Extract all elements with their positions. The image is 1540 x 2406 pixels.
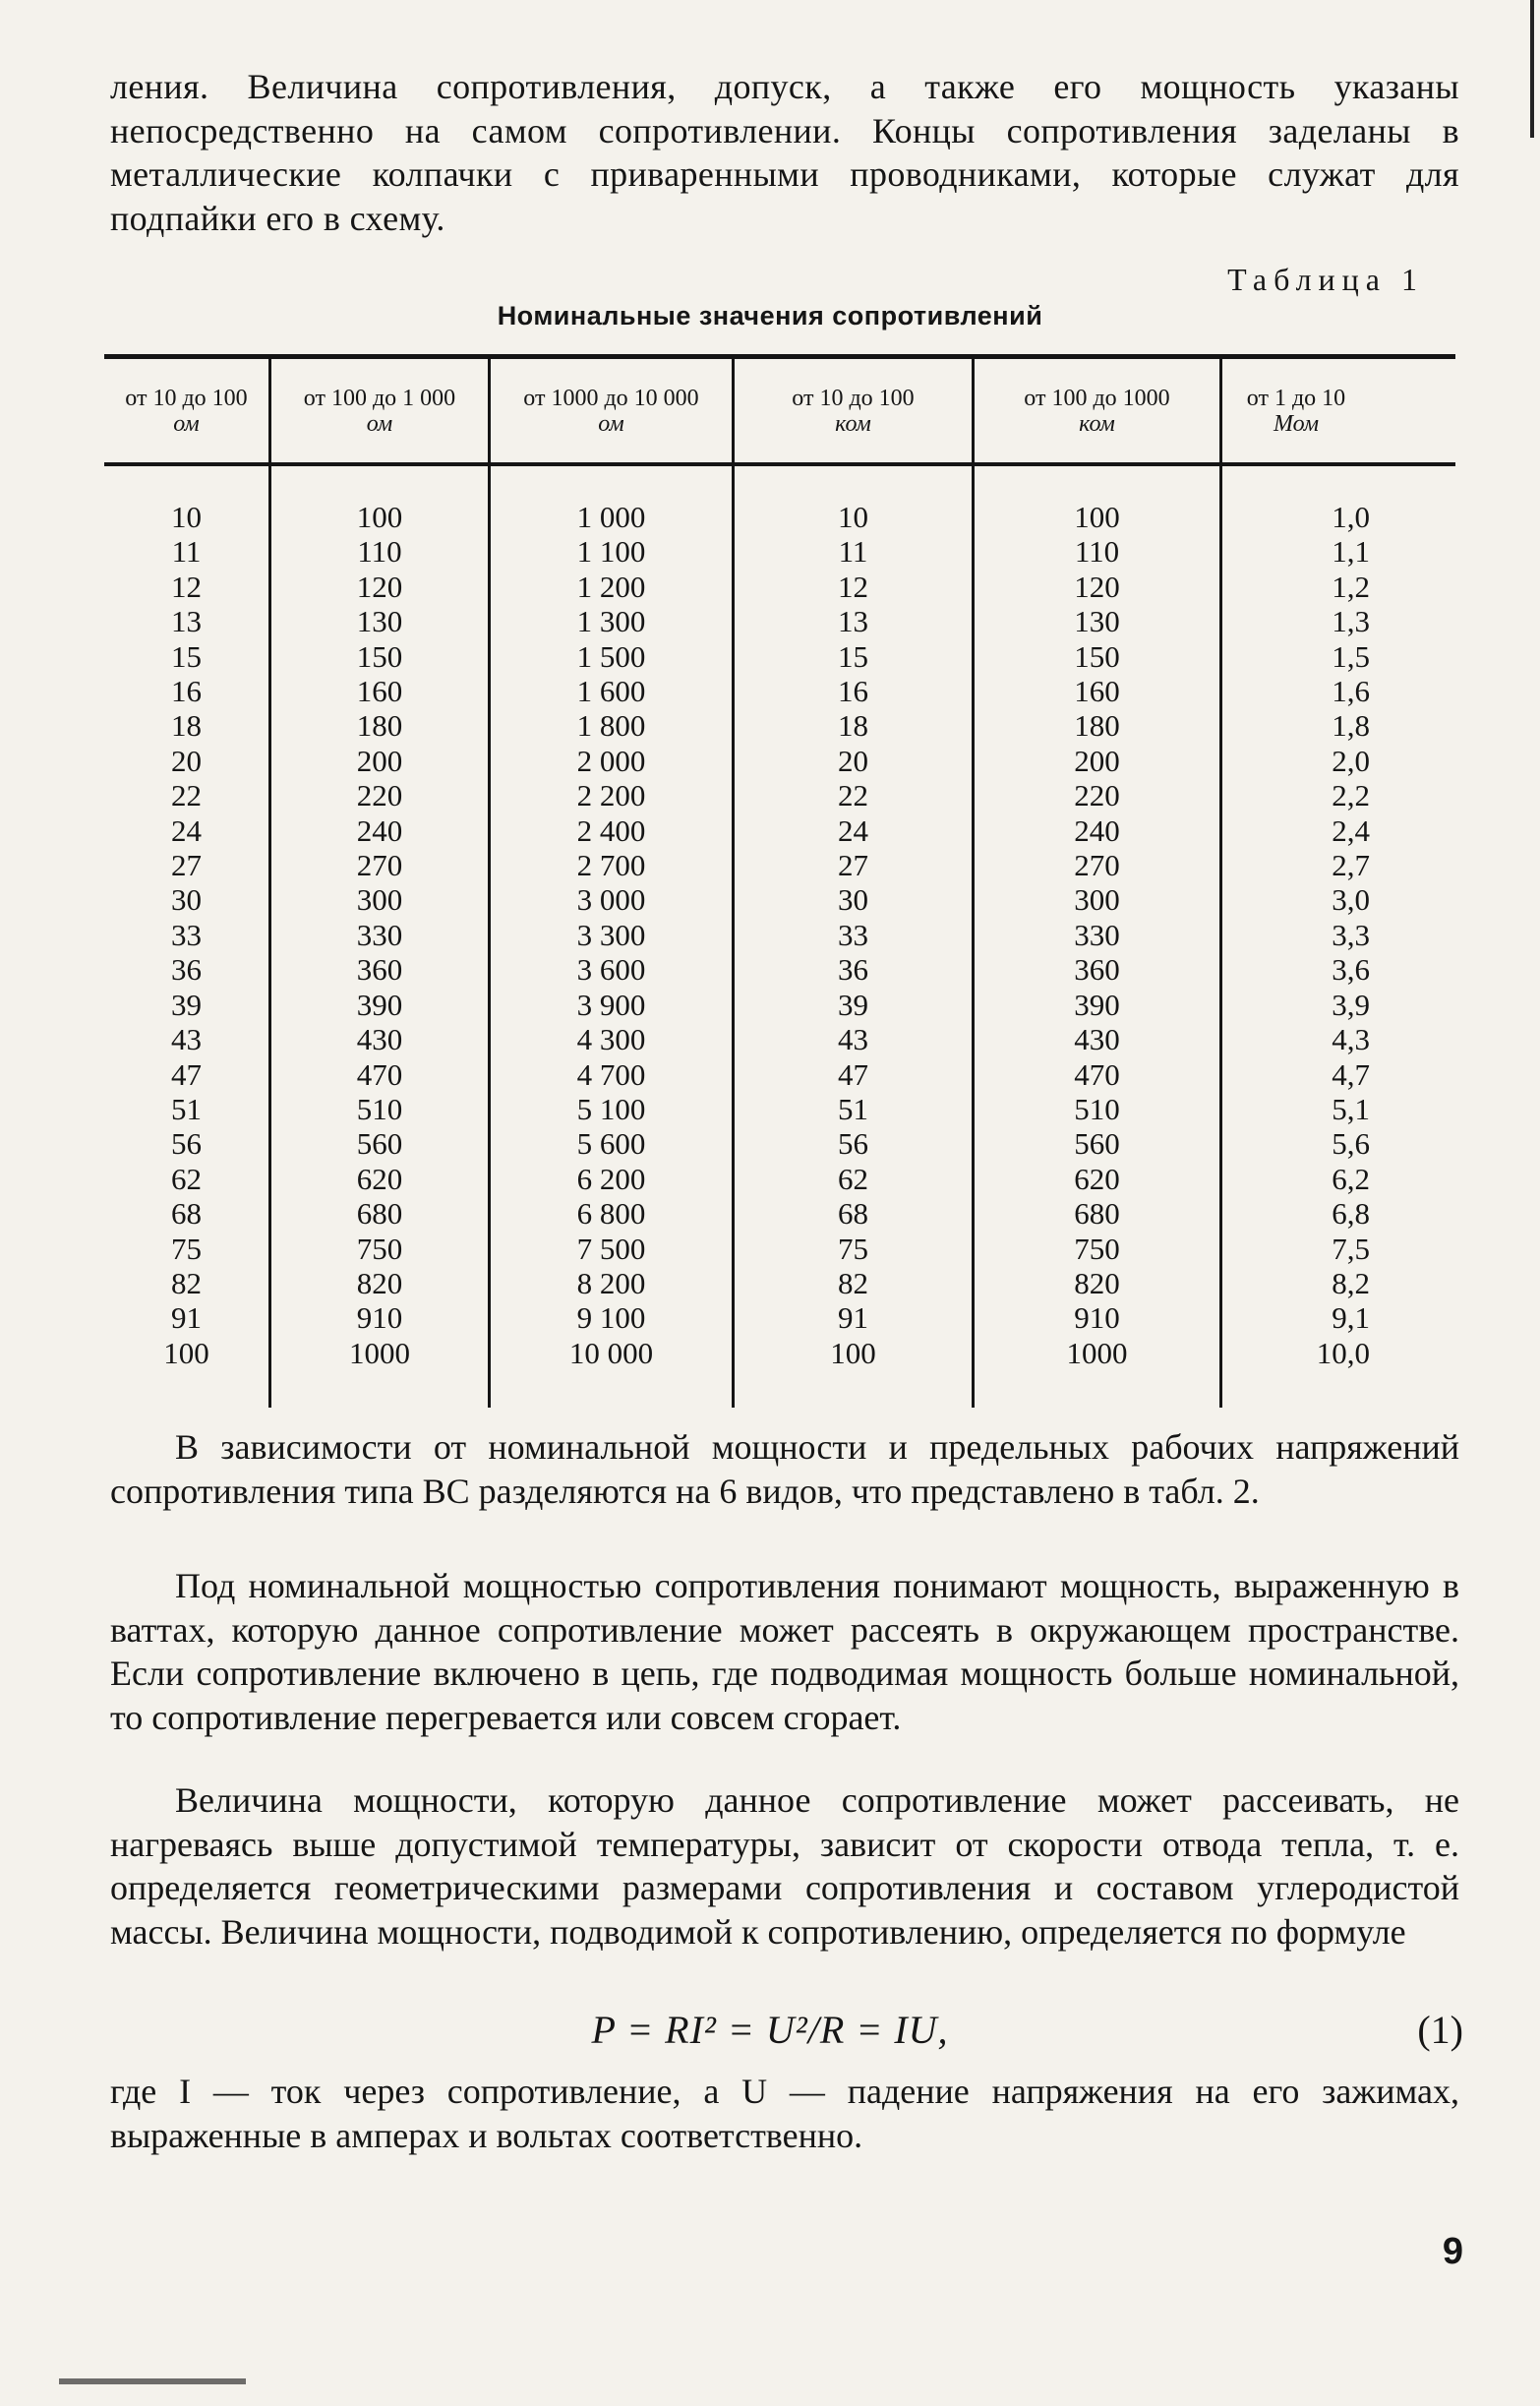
table-cell: 30 (171, 882, 202, 918)
table-cell: 8,2 (1332, 1265, 1370, 1300)
table-cell: 82 (171, 1265, 202, 1300)
table-cell: 6,2 (1332, 1161, 1370, 1196)
table-cell: 10 000 (568, 1335, 654, 1370)
table-cell: 330 (356, 917, 403, 952)
table-cell: 27 (838, 848, 868, 883)
table-cell: 220 (1074, 778, 1120, 813)
table-cell: 270 (1074, 848, 1120, 883)
table-cell: 5 600 (576, 1126, 646, 1162)
table-cell: 2 200 (576, 778, 646, 813)
column-header (491, 359, 732, 462)
table-label: Таблица 1 (1227, 262, 1424, 297)
table-cell: 18 (171, 708, 202, 744)
table-cell: 5,6 (1332, 1126, 1370, 1162)
table-cell: 910 (1074, 1300, 1120, 1336)
table-cell: 22 (171, 778, 202, 813)
table-cell: 750 (356, 1231, 403, 1266)
column-values (271, 500, 488, 1370)
table-cell: 7,5 (1332, 1231, 1370, 1266)
table-cell: 39 (838, 987, 868, 1022)
table-cell: 2 700 (576, 848, 646, 883)
table-cell: 1,5 (1332, 638, 1370, 674)
column-header-range: от 10 до 100 (125, 385, 248, 411)
column-header (1222, 359, 1370, 462)
column-header-range: от 1 до 10 (1246, 385, 1346, 411)
table-cell: 56 (171, 1126, 202, 1162)
table-cell: 1000 (349, 1335, 410, 1370)
table-cell: 1 600 (576, 674, 646, 709)
table-cell: 5 100 (576, 1091, 646, 1126)
table-cell: 150 (1074, 638, 1120, 674)
column-values (491, 500, 732, 1370)
column-header (735, 359, 972, 462)
table-cell: 160 (356, 674, 403, 709)
table-cell: 1,8 (1332, 708, 1370, 744)
scan-edge-mark (1530, 0, 1534, 138)
table-cell: 3 900 (576, 987, 646, 1022)
table-cell: 1 200 (576, 569, 646, 604)
table-cell: 4 700 (576, 1056, 646, 1092)
column-header-unit: ком (1079, 410, 1115, 437)
table-cell: 1 500 (576, 638, 646, 674)
table-cell: 39 (171, 987, 202, 1022)
table-cell: 470 (356, 1056, 403, 1092)
column-values (735, 500, 972, 1370)
table-column (271, 359, 488, 1408)
table-cell: 4 300 (576, 1022, 646, 1057)
table-cell: 15 (171, 638, 202, 674)
column-header-unit: Мом (1273, 410, 1320, 437)
table-cell: 620 (1074, 1161, 1120, 1196)
table-cell: 820 (1074, 1265, 1120, 1300)
table-cell: 3,6 (1332, 952, 1370, 988)
table-cell: 68 (171, 1196, 202, 1232)
table-cell: 100 (1074, 500, 1120, 534)
table-cell: 390 (356, 987, 403, 1022)
table-cell: 160 (1074, 674, 1120, 709)
table-cell: 3,3 (1332, 917, 1370, 952)
table-cell: 120 (356, 569, 403, 604)
column-header (104, 359, 268, 462)
table-cell: 91 (171, 1300, 202, 1336)
body-paragraph: Под номинальной мощностью сопротивления понимают мощность, выраженную в ваттах, которую данное сопротивление может рассеять в окружающем пространстве. Если сопротивление включено в цепь, где подводимая мощность больше номинальной, то сопротивление перегревается или совсем сгорает. (110, 1566, 1459, 1737)
table-cell: 11 (838, 534, 868, 570)
column-header-range: от 10 до 100 (792, 385, 915, 411)
table-cell: 62 (171, 1161, 202, 1196)
table-cell: 10,0 (1316, 1335, 1370, 1370)
table-cell: 9 100 (576, 1300, 646, 1336)
table-cell: 1 800 (576, 708, 646, 744)
table-cell: 30 (838, 882, 868, 918)
table-cell: 24 (838, 812, 868, 848)
table-cell: 4,3 (1332, 1022, 1370, 1057)
table-cell: 15 (838, 638, 868, 674)
table-cell: 12 (171, 569, 202, 604)
table-cell: 120 (1074, 569, 1120, 604)
table-cell: 130 (356, 604, 403, 639)
table-cell: 11 (171, 534, 202, 570)
table-cell: 10 (171, 500, 202, 534)
scan-edge-mark (59, 2378, 246, 2384)
table-cell: 270 (356, 848, 403, 883)
table-cell: 430 (1074, 1022, 1120, 1057)
column-header-unit: ом (173, 410, 200, 437)
table-cell: 51 (171, 1091, 202, 1126)
column-header-unit: ком (835, 410, 871, 437)
table-cell: 560 (1074, 1126, 1120, 1162)
table-cell: 51 (838, 1091, 868, 1126)
table-cell: 750 (1074, 1231, 1120, 1266)
table-cell: 200 (1074, 743, 1120, 778)
table-cell: 470 (1074, 1056, 1120, 1092)
table-cell: 2,7 (1332, 848, 1370, 883)
table-cell: 56 (838, 1126, 868, 1162)
table-cell: 100 (830, 1335, 876, 1370)
table-cell: 5,1 (1332, 1091, 1370, 1126)
table-cell: 680 (356, 1196, 403, 1232)
power-formula: P = RI² = U²/R = IU, (591, 2008, 949, 2052)
table-cell: 130 (1074, 604, 1120, 639)
table-cell: 9,1 (1332, 1300, 1370, 1336)
page-number: 9 (1442, 2231, 1463, 2272)
table-cell: 110 (1074, 534, 1120, 570)
table-cell: 22 (838, 778, 868, 813)
table-cell: 36 (838, 952, 868, 988)
table-cell: 24 (171, 812, 202, 848)
table-cell: 200 (356, 743, 403, 778)
table-cell: 47 (838, 1056, 868, 1092)
table-cell: 1,0 (1332, 500, 1370, 534)
table-column (491, 359, 732, 1408)
column-header-unit: ом (366, 410, 393, 437)
table-cell: 360 (1074, 952, 1120, 988)
table-cell: 1,6 (1332, 674, 1370, 709)
table-cell: 240 (1074, 812, 1120, 848)
table-cell: 510 (1074, 1091, 1120, 1126)
intro-paragraph: ления. Величина сопротивления, допуск, а также его мощность указаны непосредственно на самом сопротивлении. Концы сопротивления заделаны в металлические колпачки с приваренными проводниками, которые служат для подпайки его в схему. (110, 67, 1459, 238)
body-paragraph: В зависимости от номинальной мощности и предельных рабочих напряжений сопротивления типа ВС разделяются на 6 видов, что представлено в табл. 2. (110, 1427, 1459, 1511)
column-header-range: от 100 до 1000 (1024, 385, 1170, 411)
table-cell: 13 (171, 604, 202, 639)
table-cell: 100 (163, 1335, 209, 1370)
table-cell: 43 (838, 1022, 868, 1057)
table-cell: 62 (838, 1161, 868, 1196)
table-cell: 3 300 (576, 917, 646, 952)
table-cell: 820 (356, 1265, 403, 1300)
table-cell: 180 (1074, 708, 1120, 744)
table-cell: 43 (171, 1022, 202, 1057)
table-cell: 33 (171, 917, 202, 952)
column-header (975, 359, 1219, 462)
table-cell: 1,3 (1332, 604, 1370, 639)
table-cell: 1 000 (576, 500, 646, 534)
table-cell: 620 (356, 1161, 403, 1196)
table-cell: 91 (838, 1300, 868, 1336)
body-paragraph: Величина мощности, которую данное сопротивление может рассеивать, не нагреваясь выше допустимой температуры, зависит от скорости отвода тепла, т. е. определяется геометрическими размерами сопротивления и составом углеродистой массы. Величина мощности, подводимой к сопротивлению, определяется по формуле (110, 1780, 1459, 1952)
table-cell: 6 200 (576, 1161, 646, 1196)
table-cell: 16 (838, 674, 868, 709)
table-cell: 220 (356, 778, 403, 813)
table-cell: 2 400 (576, 812, 646, 848)
table-cell: 6,8 (1332, 1196, 1370, 1232)
table-cell: 2,4 (1332, 812, 1370, 848)
table-cell: 510 (356, 1091, 403, 1126)
table-column (104, 359, 268, 1408)
table-cell: 1,2 (1332, 569, 1370, 604)
table-cell: 2,0 (1332, 743, 1370, 778)
table-cell: 2,2 (1332, 778, 1370, 813)
table-caption: Номинальные значения сопротивлений (497, 301, 1043, 331)
table-cell: 910 (356, 1300, 403, 1336)
table-cell: 300 (356, 882, 403, 918)
table-cell: 20 (171, 743, 202, 778)
table-cell: 68 (838, 1196, 868, 1232)
table-column (975, 359, 1219, 1408)
table-cell: 1,1 (1332, 534, 1370, 570)
table-cell: 27 (171, 848, 202, 883)
table-cell: 7 500 (576, 1231, 646, 1266)
column-header-range: от 1000 до 10 000 (523, 385, 699, 411)
column-values (104, 500, 268, 1370)
table-cell: 16 (171, 674, 202, 709)
table-cell: 1 100 (576, 534, 646, 570)
table-cell: 75 (838, 1231, 868, 1266)
table-cell: 180 (356, 708, 403, 744)
table-cell: 3 600 (576, 952, 646, 988)
table-cell: 2 000 (576, 743, 646, 778)
table-cell: 18 (838, 708, 868, 744)
table-cell: 13 (838, 604, 868, 639)
table-cell: 12 (838, 569, 868, 604)
column-header (271, 359, 488, 462)
table-cell: 36 (171, 952, 202, 988)
table-cell: 560 (356, 1126, 403, 1162)
table-cell: 110 (357, 534, 402, 570)
table-cell: 3 000 (576, 882, 646, 918)
column-values (975, 500, 1219, 1370)
table-cell: 300 (1074, 882, 1120, 918)
table-cell: 47 (171, 1056, 202, 1092)
table-cell: 20 (838, 743, 868, 778)
column-header-range: от 100 до 1 000 (303, 385, 456, 411)
table-cell: 3,0 (1332, 882, 1370, 918)
table-cell: 430 (356, 1022, 403, 1057)
table-column (735, 359, 972, 1408)
table-cell: 1000 (1066, 1335, 1128, 1370)
table-cell: 6 800 (576, 1196, 646, 1232)
column-values (1222, 500, 1370, 1370)
closing-paragraph: где I — ток через сопротивление, а U — падение напряжения на его зажимах, выраженные в амперах и вольтах соответственно. (110, 2072, 1459, 2155)
table-cell: 360 (356, 952, 403, 988)
table-cell: 150 (356, 638, 403, 674)
table-cell: 680 (1074, 1196, 1120, 1232)
table-cell: 1 300 (576, 604, 646, 639)
table-cell: 3,9 (1332, 987, 1370, 1022)
table-cell: 33 (838, 917, 868, 952)
column-header-unit: ом (598, 410, 624, 437)
table-column (1222, 359, 1370, 1408)
table-cell: 330 (1074, 917, 1120, 952)
formula-number: (1) (1417, 2008, 1463, 2052)
table-cell: 75 (171, 1231, 202, 1266)
table-cell: 8 200 (576, 1265, 646, 1300)
table-cell: 390 (1074, 987, 1120, 1022)
table-cell: 10 (838, 500, 868, 534)
table-cell: 4,7 (1332, 1056, 1370, 1092)
table-cell: 100 (356, 500, 403, 534)
table-cell: 240 (356, 812, 403, 848)
table-cell: 82 (838, 1265, 868, 1300)
